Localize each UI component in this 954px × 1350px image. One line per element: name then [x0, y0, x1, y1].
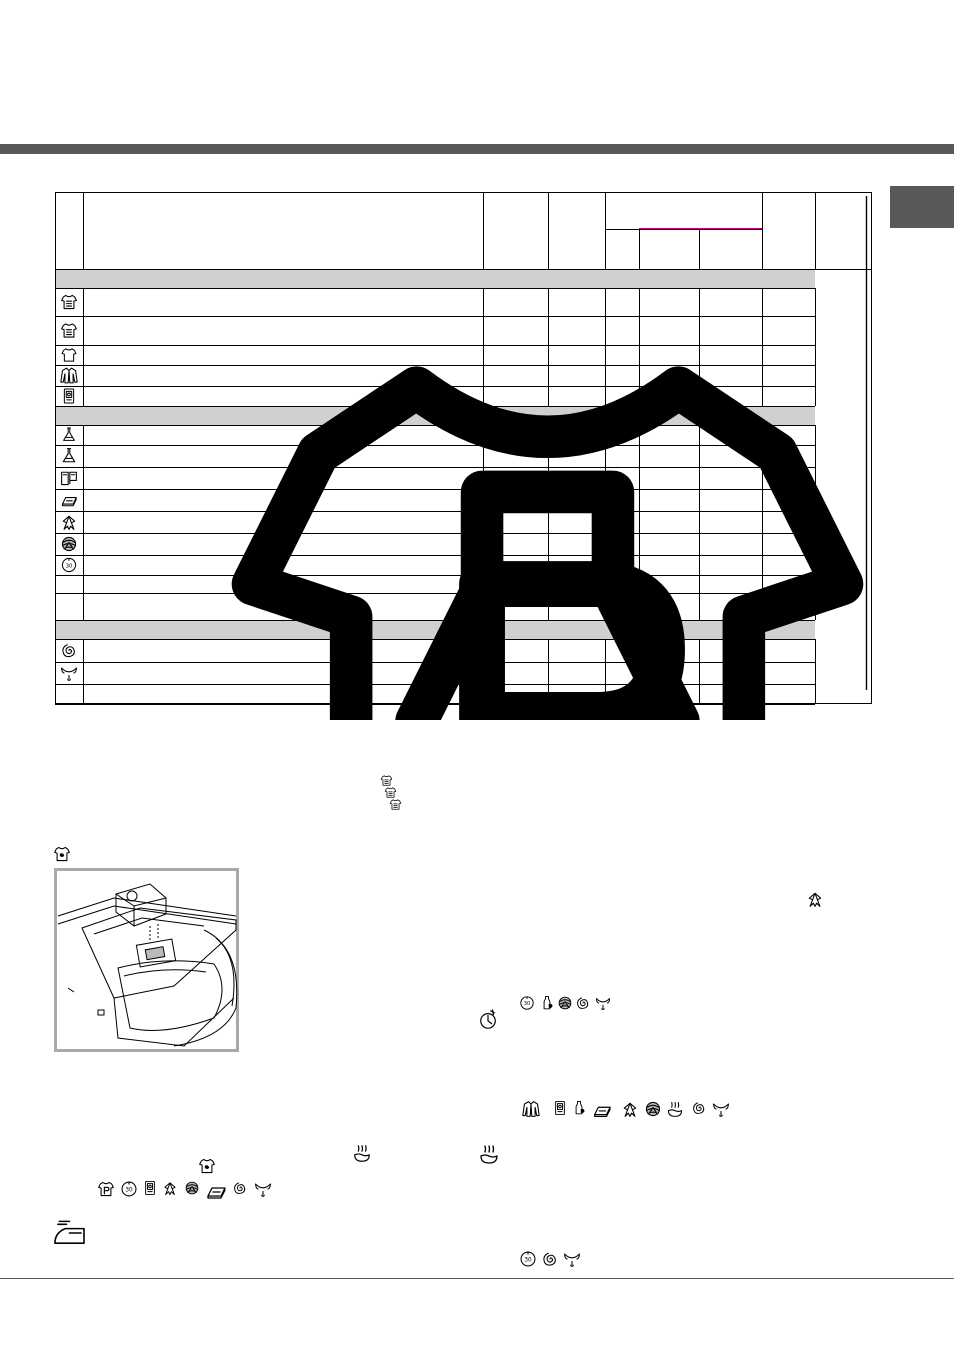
- svg-text:W: W: [66, 542, 72, 548]
- spiral-spin-icon: [575, 995, 591, 1011]
- phone-tag-icon: [552, 1100, 568, 1116]
- stained-shirt-icon: [53, 845, 71, 863]
- bow-icon: [162, 1180, 178, 1196]
- shirt-lines-icon: [62, 324, 77, 337]
- illustration-frame: [56, 870, 238, 1051]
- svg-text:30: 30: [524, 1257, 532, 1264]
- drain-icon: [254, 1180, 272, 1198]
- drain-icon: [595, 995, 611, 1011]
- section-band-3: [55, 620, 815, 639]
- spiral-spin-icon: [691, 1100, 707, 1116]
- svg-text:W: W: [563, 1002, 567, 1007]
- svg-text:30: 30: [523, 1001, 531, 1008]
- wool-ball-icon: [644, 1100, 662, 1118]
- spiral-spin-icon: [63, 645, 74, 657]
- svg-text:30: 30: [65, 563, 73, 570]
- drain-icon: [712, 1100, 730, 1118]
- steam-rinse-icon: [352, 1143, 372, 1163]
- eraser-icon: [62, 498, 76, 506]
- 30-minutes-icon: [519, 1250, 537, 1268]
- shirt-lines-icon: [62, 295, 77, 308]
- spiral-spin-icon: [541, 1250, 559, 1268]
- spiral-spin-icon: [232, 1180, 248, 1196]
- bow-icon: [63, 516, 74, 529]
- svg-text:30: 30: [125, 1187, 133, 1194]
- steam-rinse-icon: [666, 1100, 684, 1118]
- svg-text:W: W: [650, 1107, 656, 1113]
- jacket-icon: [522, 1100, 540, 1118]
- svg-text:W: W: [190, 1187, 194, 1192]
- detergent-drawer-illustration: [54, 868, 239, 1052]
- shirt-p-icon: [97, 1180, 115, 1198]
- bottle-icon: [539, 995, 555, 1011]
- book-icon: [62, 472, 77, 484]
- eraser-icon: [592, 1100, 612, 1120]
- 30-minutes-icon: [519, 995, 535, 1011]
- stained-shirt-icon: [198, 1157, 216, 1175]
- bottom-rule: [0, 1278, 954, 1279]
- iron-icon: [52, 1217, 84, 1249]
- bow-icon: [621, 1100, 639, 1118]
- bottle-icon: [571, 1100, 587, 1116]
- jacket-icon: [61, 368, 77, 383]
- timer-icon: [478, 1010, 498, 1030]
- section-band-1: [55, 269, 815, 288]
- shirt-lines-icon: [389, 798, 402, 811]
- phone-tag-icon: [64, 389, 73, 403]
- shirt-p-icon: [253, 388, 842, 720]
- shirt-icon: [62, 349, 76, 361]
- wool-ball-icon: [557, 995, 573, 1011]
- drain-icon: [563, 1250, 581, 1268]
- wool-ball-icon: [184, 1180, 200, 1196]
- steam-rinse-icon: [478, 1143, 500, 1165]
- eraser-icon: [205, 1180, 227, 1202]
- flask-icon: [63, 449, 74, 462]
- flask-icon: [64, 428, 75, 440]
- phone-tag-icon: [142, 1180, 158, 1196]
- 30-minutes-icon: [62, 558, 75, 571]
- 30-minutes-icon: [120, 1180, 138, 1198]
- drain-icon: [62, 668, 77, 680]
- wool-ball-icon: [62, 537, 75, 550]
- bow-icon: [806, 890, 824, 908]
